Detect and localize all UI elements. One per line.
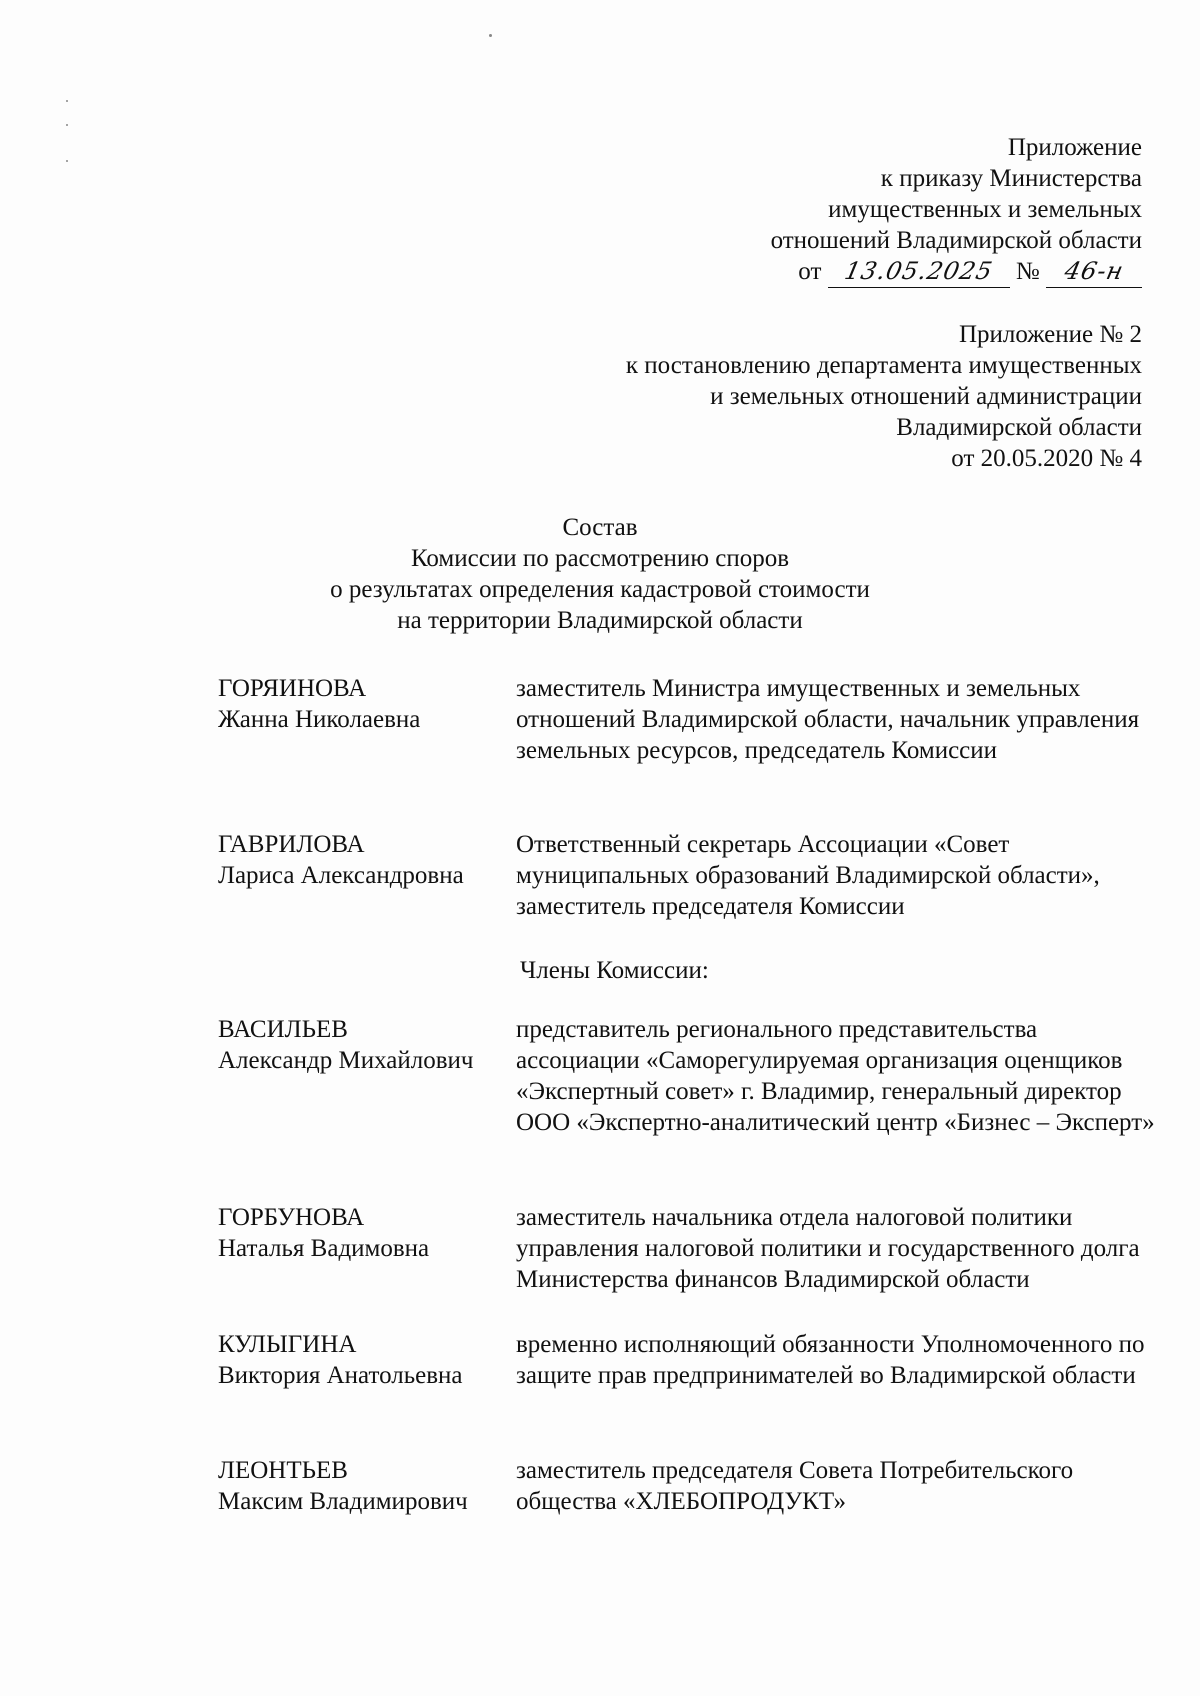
member-given-name: Александр Михайлович [218, 1047, 474, 1074]
appendix-resolution-block [626, 319, 1142, 474]
member-given-name: Наталья Вадимовна [218, 1235, 430, 1262]
member-role: заместитель Министра имущественных и земельных отношений Владимирской области, начальник управления земельных ресурсов, председатель Комиссии [516, 675, 1140, 764]
appendix-resolution-line: от 20.05.2020 № 4 [951, 445, 1142, 472]
appendix-order-line: к приказу Министерства [880, 165, 1142, 192]
order-number-field [1046, 256, 1142, 288]
appendix-resolution-line: к постановлению департамента имущественных [625, 352, 1142, 379]
title-line: о результатах определения кадастровой стоимости [330, 576, 870, 603]
member-name [218, 1014, 508, 1076]
document-title [0, 512, 1200, 636]
member-role: заместитель председателя Совета Потребительского общества «ХЛЕБОПРОДУКТ» [516, 1457, 1074, 1515]
appendix-order-block [771, 132, 1142, 288]
member-given-name: Жанна Николаевна [218, 706, 421, 733]
appendix-resolution-line: Приложение № 2 [958, 321, 1142, 348]
title-line: Комиссии по рассмотрению споров [410, 545, 790, 572]
scan-speck [66, 124, 68, 126]
appendix-resolution-line: Владимирской области [896, 414, 1142, 441]
member-surname: ЛЕОНТЬЕВ [218, 1457, 348, 1484]
title-line: на территории Владимирской области [397, 607, 803, 634]
member-surname: КУЛЫГИНА [218, 1331, 357, 1358]
member-given-name: Лариса Александровна [218, 862, 464, 889]
title-line: Состав [562, 514, 638, 541]
member-surname: ГОРЯИНОВА [218, 675, 367, 702]
order-date-line [771, 256, 1142, 288]
scan-speck [66, 160, 68, 162]
member-given-name: Максим Владимирович [218, 1488, 468, 1515]
appendix-resolution-line: и земельных отношений администрации [710, 383, 1142, 410]
member-name [218, 1455, 508, 1517]
scan-speck [66, 100, 68, 102]
order-date-handwritten: 13.05.2025 [842, 257, 996, 285]
order-number-handwritten: 46-н [1061, 257, 1127, 285]
member-name [218, 1202, 508, 1264]
member-role: заместитель начальника отдела налоговой политики управления налоговой политики и государственного долга Министерства финансов Владимирской области [516, 1204, 1140, 1293]
order-date-field [828, 256, 1010, 288]
member-role: Ответственный секретарь Ассоциации «Совет муниципальных образований Владимирской области», заместитель председателя Комиссии [516, 831, 1100, 920]
date-prefix: от [798, 258, 822, 285]
member-given-name: Виктория Анатольевна [218, 1362, 463, 1389]
member-surname: ГОРБУНОВА [218, 1204, 365, 1231]
number-prefix: № [1015, 258, 1040, 285]
member-surname: ВАСИЛЬЕВ [218, 1016, 348, 1043]
member-name [218, 1329, 508, 1391]
member-name [218, 829, 508, 891]
member-surname: ГАВРИЛОВА [218, 831, 365, 858]
scan-speck [489, 34, 492, 37]
member-name [218, 673, 508, 735]
appendix-order-line: имущественных и земельных [828, 196, 1142, 223]
members-heading: Члены Комиссии: [520, 957, 709, 984]
appendix-order-line: отношений Владимирской области [770, 227, 1142, 254]
appendix-order-line: Приложение [1007, 134, 1142, 161]
member-role: временно исполняющий обязанности Уполномоченного по защите прав предпринимателей во Владимирской области [516, 1331, 1145, 1389]
member-role: представитель регионального представительства ассоциации «Саморегулируемая организация оценщиков «Экспертный совет» г. Владимир, генеральный директор ООО «Экспертно-аналитический центр «Бизнес – Эксперт» [516, 1016, 1155, 1136]
